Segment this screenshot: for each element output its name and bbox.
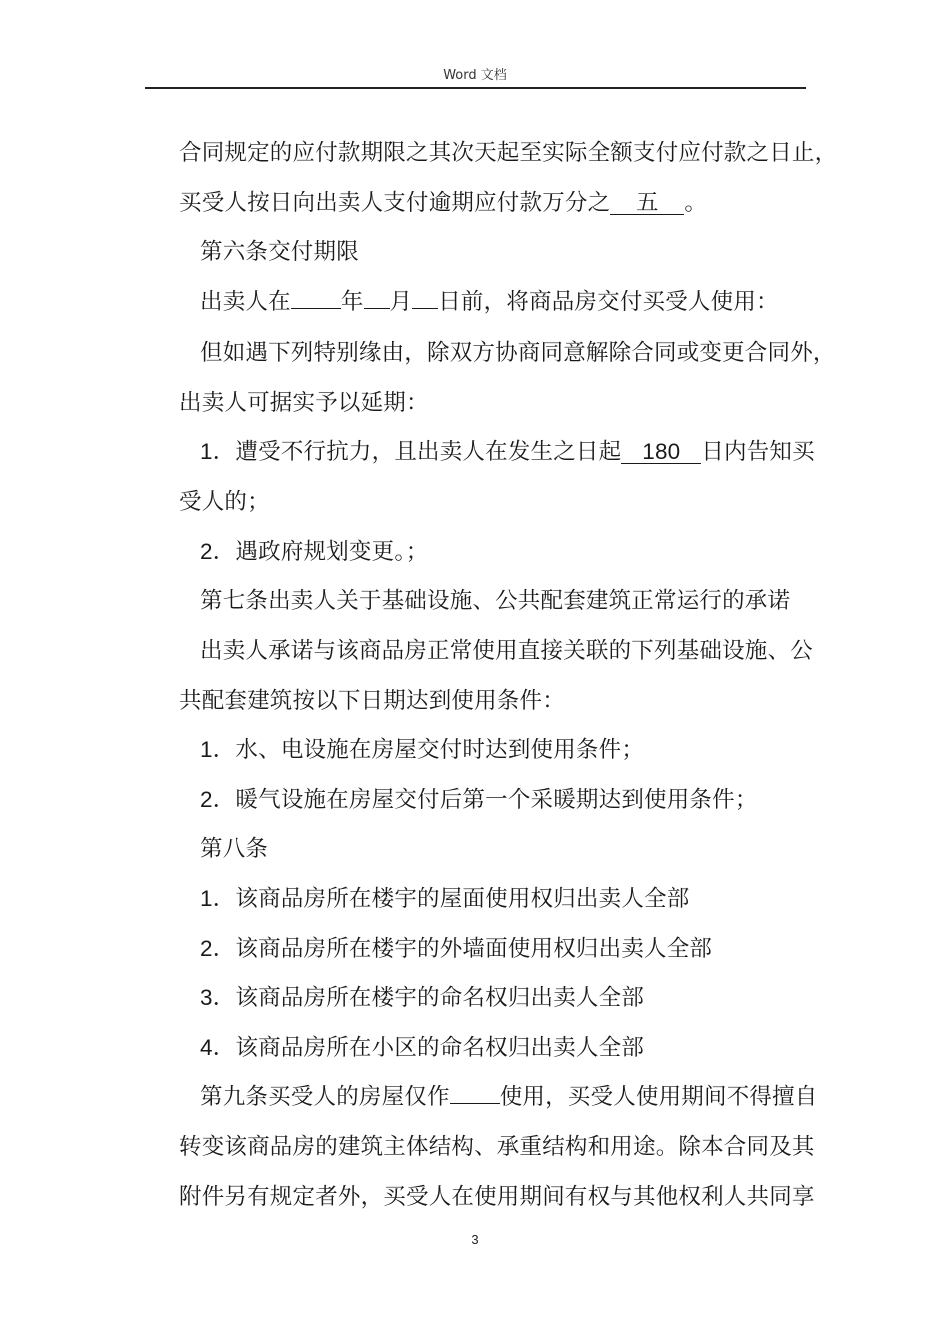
section-heading [200,1082,818,1112]
body-line: 合同规定的应付款期限之其次天起至实际全额支付应付款之日止， [179,140,838,166]
line-text: 日前，将商品房交付买受人使用： [438,289,779,315]
section-heading: 第六条交付期限 [200,239,359,265]
line-text: 遭受不行抗力，且出卖人在发生之日起 [235,439,622,465]
line-text: 年 [340,289,364,315]
month-blank [364,308,390,309]
list-item [200,537,428,567]
body-line: 受人的； [179,489,270,515]
list-item [200,735,644,765]
header-divider [145,87,806,89]
section-heading: 第八条 [200,836,269,862]
body-line: 附件另有规定者外，买受人在使用期间有权与其他权利人共同享 [179,1184,815,1210]
line-text: 该商品房所在小区的命名权归出卖人全部 [235,1035,645,1061]
line-text: 日内告知买 [701,439,815,465]
line-text: 使用，买受人使用期间不得擅自 [499,1084,818,1110]
year-blank [291,308,341,309]
line-text: 该商品房所在楼宇的屋面使用权归出卖人全部 [235,886,690,912]
list-number: 3． [200,985,236,1010]
line-text: 第九条买受人的房屋仅作 [200,1084,450,1110]
list-item [200,934,712,964]
day-blank [412,308,438,309]
list-number: 1． [200,737,236,762]
filled-blank: 180 [621,441,701,464]
body-line: 共配套建筑按以下日期达到使用条件： [179,688,565,714]
body-line: 出卖人承诺与该商品房正常使用直接关联的下列基础设施、公 [200,638,813,664]
list-number: 4． [200,1035,236,1060]
use-blank [450,1103,500,1104]
line-text: 。 [684,190,708,216]
list-item [200,437,815,467]
list-item [200,1033,644,1063]
list-number: 1． [200,439,236,464]
list-item [200,983,644,1013]
line-text: 出卖人在 [200,289,291,315]
list-number: 2． [200,539,236,564]
list-number: 1． [200,886,236,911]
line-text: 暖气设施在房屋交付后第一个采暖期达到使用条件； [235,787,758,813]
line-text: 月 [389,289,413,315]
body-line: 但如遇下列特别缘由，除双方协商同意解除合同或变更合同外， [200,340,836,366]
list-item [200,785,758,815]
filled-blank: 五 [610,192,684,215]
list-number: 2． [200,936,236,961]
section-heading: 第七条出卖人关于基础设施、公共配套建筑正常运行的承诺 [200,588,791,614]
body-line: 出卖人可据实予以延期： [179,390,429,416]
page-number: 3 [471,1232,479,1247]
line-text: 买受人按日向出卖人支付逾期应付款万分之 [179,190,611,216]
line-text: 水、电设施在房屋交付时达到使用条件； [235,737,645,763]
body-line [200,287,779,317]
list-number: 2． [200,787,236,812]
line-text: 遇政府规划变更。； [235,539,429,565]
line-text: 该商品房所在楼宇的命名权归出卖人全部 [235,985,645,1011]
body-line: 转变该商品房的建筑主体结构、承重结构和用途。除本合同及其 [179,1134,815,1160]
page-header: Word 文档 [443,68,507,83]
list-item [200,884,689,914]
line-text: 该商品房所在楼宇的外墙面使用权归出卖人全部 [235,936,713,962]
body-line [179,188,707,218]
